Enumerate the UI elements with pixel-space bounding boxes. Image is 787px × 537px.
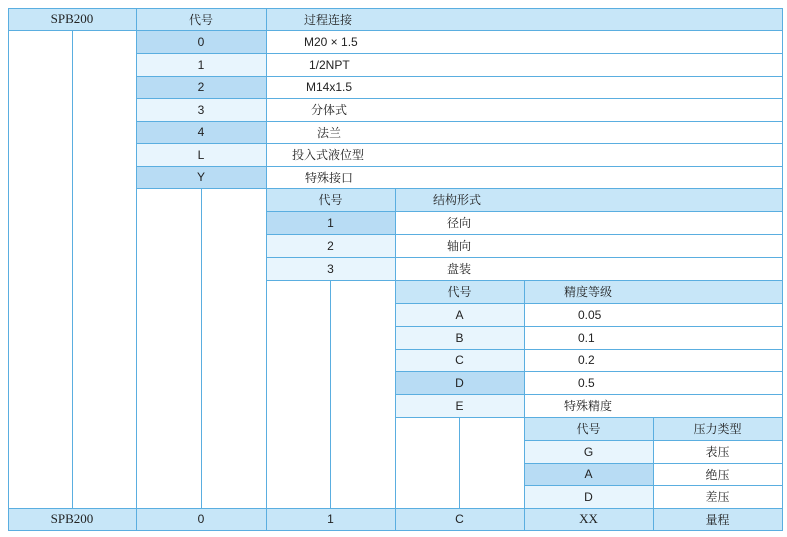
conn-code-1: 1 (136, 53, 266, 76)
h-line (266, 211, 783, 212)
conn-code-0: 0 (136, 30, 266, 53)
pressure-label-D: 差压 (653, 485, 782, 508)
conn-code-4: 4 (136, 121, 266, 143)
v-line (330, 280, 331, 508)
h-line (136, 166, 783, 167)
pressure-header: 压力类型 (653, 417, 782, 440)
pressure-label-A: 绝压 (653, 463, 782, 485)
accuracy-header: 精度等级 (524, 280, 782, 303)
table-border-right (782, 8, 783, 531)
v-line (136, 8, 137, 531)
accuracy-code-D: D (395, 371, 524, 394)
example-range: XX (524, 508, 653, 530)
accuracy-label-E: 特殊精度 (524, 394, 782, 417)
accuracy-label-C: 0.2 (524, 349, 782, 371)
conn-label-3: 分体式 (266, 98, 782, 121)
h-line (395, 303, 783, 304)
struct-code-3: 3 (266, 257, 395, 280)
struct-code-1: 1 (266, 211, 395, 234)
h-line (395, 371, 783, 372)
h-line (266, 234, 783, 235)
example-struct: 1 (266, 508, 395, 530)
conn-label-0: M20 × 1.5 (266, 30, 782, 53)
accuracy-label-A: 0.05 (524, 303, 782, 326)
conn-label-2: M14x1.5 (266, 76, 782, 98)
pressure-label-G: 表压 (653, 440, 782, 463)
conn-code-2: 2 (136, 76, 266, 98)
accuracy-code-B: B (395, 326, 524, 349)
conn-code-L: L (136, 143, 266, 166)
struct-code-2: 2 (266, 234, 395, 257)
h-line (395, 349, 783, 350)
struct-header: 结构形式 (395, 188, 782, 211)
accuracy-code-header: 代号 (395, 280, 524, 303)
h-line (395, 326, 783, 327)
conn-code-3: 3 (136, 98, 266, 121)
h-line (136, 98, 783, 99)
pressure-code-header: 代号 (524, 417, 653, 440)
h-line (266, 257, 783, 258)
pressure-code-A: A (524, 463, 653, 485)
accuracy-label-B: 0.1 (524, 326, 782, 349)
v-line (653, 417, 654, 531)
struct-label-3: 盘装 (395, 257, 782, 280)
h-line (8, 30, 783, 31)
v-line (72, 30, 73, 508)
conn-label-4: 法兰 (266, 121, 782, 143)
conn-header: 过程连接 (266, 8, 782, 30)
struct-label-1: 径向 (395, 211, 782, 234)
table-border-top (8, 8, 783, 9)
pressure-code-G: G (524, 440, 653, 463)
accuracy-label-D: 0.5 (524, 371, 782, 394)
h-line (136, 53, 783, 54)
v-line (266, 8, 267, 531)
table-border-left (8, 8, 9, 531)
accuracy-code-A: A (395, 303, 524, 326)
v-line (459, 417, 460, 508)
struct-code-header: 代号 (266, 188, 395, 211)
h-line (136, 188, 783, 189)
example-model: SPB200 (8, 508, 136, 530)
h-line (136, 121, 783, 122)
v-line (395, 188, 396, 531)
conn-code-header: 代号 (136, 8, 266, 30)
model-name-cell: SPB200 (8, 8, 136, 30)
accuracy-code-C: C (395, 349, 524, 371)
example-conn: 0 (136, 508, 266, 530)
v-line (524, 280, 525, 531)
h-line (395, 394, 783, 395)
h-line (136, 76, 783, 77)
h-line (136, 143, 783, 144)
h-line (395, 417, 783, 418)
conn-label-Y: 特殊接口 (266, 166, 782, 188)
conn-label-L: 投入式液位型 (266, 143, 782, 166)
example-accuracy: C (395, 508, 524, 530)
struct-label-2: 轴向 (395, 234, 782, 257)
conn-label-1: 1/2NPT (266, 53, 782, 76)
v-line (201, 188, 202, 508)
pressure-code-D: D (524, 485, 653, 508)
example-range-label: 量程 (653, 508, 782, 530)
conn-code-Y: Y (136, 166, 266, 188)
accuracy-code-E: E (395, 394, 524, 417)
